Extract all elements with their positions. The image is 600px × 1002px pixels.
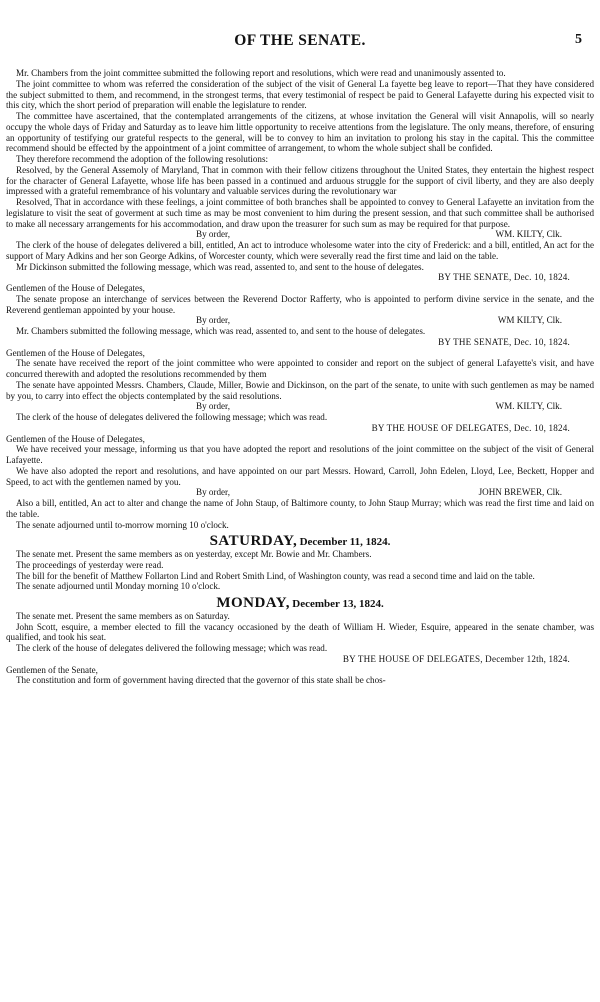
clerk-signature: WM. KILTY, Clk. [495,229,562,240]
paragraph: The senate met. Present the same members as on yesterday, except Mr. Bowie and Mr. Chambers. [16,549,372,559]
paragraph: The senate met. Present the same members as on Saturday. [16,610,230,621]
message-dateline: BY THE HOUSE OF DELEGATES, December 12th, 1824. [342,653,570,664]
by-order: By order, [196,487,230,498]
day-date: December 11, 1824. [299,536,391,549]
by-order: By order, [196,315,230,326]
salutation: Gentlemen of the House of Delegates, [6,433,145,444]
signature-line [6,229,594,240]
salutation: Gentlemen of the Senate, [6,664,98,675]
by-order: By order, [196,229,230,240]
signature-line [6,487,594,498]
resolution: Resolved, by the General Assemoly of Maryland, That in common with their fellow citizens throughout the United States, they entertain the highest respect for the character of General Lafayette, whose life has been passed in a continued and arduous struggle for the support of civil liberty, and they are also deeply impressed with a grateful remembrance of his voluntary and valuable services during the revolutionary war [6,164,594,197]
day-name: SATURDAY, [209,533,298,550]
paragraph: The senate adjourned until Monday morning 10 o'clock. [16,581,221,592]
paragraph: The senate propose an interchange of services between the Reverend Doctor Rafferty, who is appointed to perform divine service in the senate, and the Reverend gentleman appointed by your house. [6,293,594,315]
journal-body [6,68,594,686]
paragraph: The proceedings of yesterday were read. [16,559,164,570]
clerk-signature: WM KILTY, Clk. [497,315,562,326]
day-name: MONDAY, [216,595,290,611]
paragraph: Mr Dickinson submitted the following message, which was read, assented to, and sent to the house of delegates. [16,261,424,272]
paragraph: The senate adjourned until to-morrow morning 10 o'clock. [16,519,229,530]
resolution: Resolved, That in accordance with these feelings, a joint committee of both branches shall be appointed to convey to General Lafayette an invitation from the legislature to visit the seat of goverment at such time as may be most convenient to him during the present session, and that such committee shall be authorised to make all necessary arrangements for his accommodation, and draw upon the treasurer for such sum as may be required for that purpose. [6,197,594,229]
paragraph: Mr. Chambers from the joint committee submitted the following report and resolutions, which were read and unanimously assented to. [16,68,506,78]
paragraph: Mr. Chambers submitted the following message, which was read, assented to, and sent to the house of delegates. [16,326,426,336]
paragraph: The committee have ascertained, that the contemplated arrangements of the citizens, at whose invitation the General will visit Annapolis, will so nearly occupy the whole days of Friday and Saturday as to leave him little opportunity to receive attentions from the legislature. The only means, therefore, of ensuring an opportunity of testifying our grateful respects to the general, will be to convey to him an invitation to prolong his stay in the capital. This the committee recommend should be effected by the appointment of a joint committee of arrangement, to whom the whole subject shall be confided. [6,111,594,154]
paragraph: The clerk of the house of delegates delivered the following message; which was read. [16,643,328,653]
paragraph: They therefore recommend the adoption of the following resolutions: [16,154,269,164]
document-page [6,10,594,686]
paragraph: The joint committee to whom was referred the consideration of the subject of the visit of General La fayette beg leave to report—That they have considered the subject submitted to them, and recommend, in the strongest terms, that every testimonial of respect be paid to General Lafayette during his expected visit to this city, which the short period of preparation will enable the legislature to render. [6,78,594,111]
page-title: OF THE SENATE. [234,32,366,49]
signature-line [6,315,594,326]
paragraph: John Scott, esquire, a member elected to fill the vacancy occasioned by the death of William H. Wieder, Esquire, appeared in the senate chamber, was qualified, and took his seat. [6,621,594,643]
running-header [6,10,594,49]
day-heading-saturday [6,533,594,550]
paragraph: The clerk of the house of delegates delivered a bill, entitled, An act to introduce wholesome water into the city of Frederick: and a bill, entitled, An act for the support of Mary Adkins and her son George Adkins, of Worcester county, which were severally read the first time and laid on the table. [6,240,594,261]
paragraph: Also a bill, entitled, An act to alter and change the name of John Staup, of Baltimore county, to John Staup Murray; which was read the first time and laid on the table. [6,498,594,519]
page-number: 5 [575,32,582,47]
paragraph: We have received your message, informing us that you have adopted the report and resolutions of the joint committee on the subject of the visit of General Lafayette. [6,444,594,465]
paragraph: The bill for the benefit of Matthew Follarton Lind and Robert Smith Lind, of Washington county, was read a second time and laid on the table. [16,570,535,581]
paragraph: We have also adopted the report and resolutions, and have appointed on our part Messrs. Howard, Carroll, John Edelen, Lloyd, Lee, Beckett, Hopper and Speed, to act with the gentlemen named by you. [6,465,594,487]
message-dateline: BY THE SENATE, Dec. 10, 1824. [438,336,570,347]
by-order: By order, [196,401,230,412]
day-date: December 13, 1824. [292,598,384,610]
paragraph: The constitution and form of government having directed that the governor of this state shall be chos- [16,675,386,686]
clerk-signature: WM. KILTY, Clk. [495,401,562,412]
paragraph: The senate have appointed Messrs. Chambers, Claude, Miller, Bowie and Dickinson, on the part of the senate, to unite with such gentlemen as may be named by you, to carry into effect the objects contemplated by the said resolutions. [6,379,594,401]
paragraph: The clerk of the house of delegates delivered the following message; which was read. [16,412,328,422]
paragraph: The senate have received the report of the joint committee who were appointed to consider and report on the subject of general Lafayette's visit, and have concurred therewith and adopted the resolutions recommended by them [6,358,594,379]
signature-line [6,401,594,412]
salutation: Gentlemen of the House of Delegates, [6,283,145,293]
salutation: Gentlemen of the House of Delegates, [6,347,145,358]
day-heading-monday [6,595,594,611]
message-dateline: BY THE HOUSE OF DELEGATES, Dec. 10, 1824. [371,422,570,433]
clerk-signature: JOHN BREWER, Clk. [478,487,562,498]
message-dateline: BY THE SENATE, Dec. 10, 1824. [438,272,570,283]
